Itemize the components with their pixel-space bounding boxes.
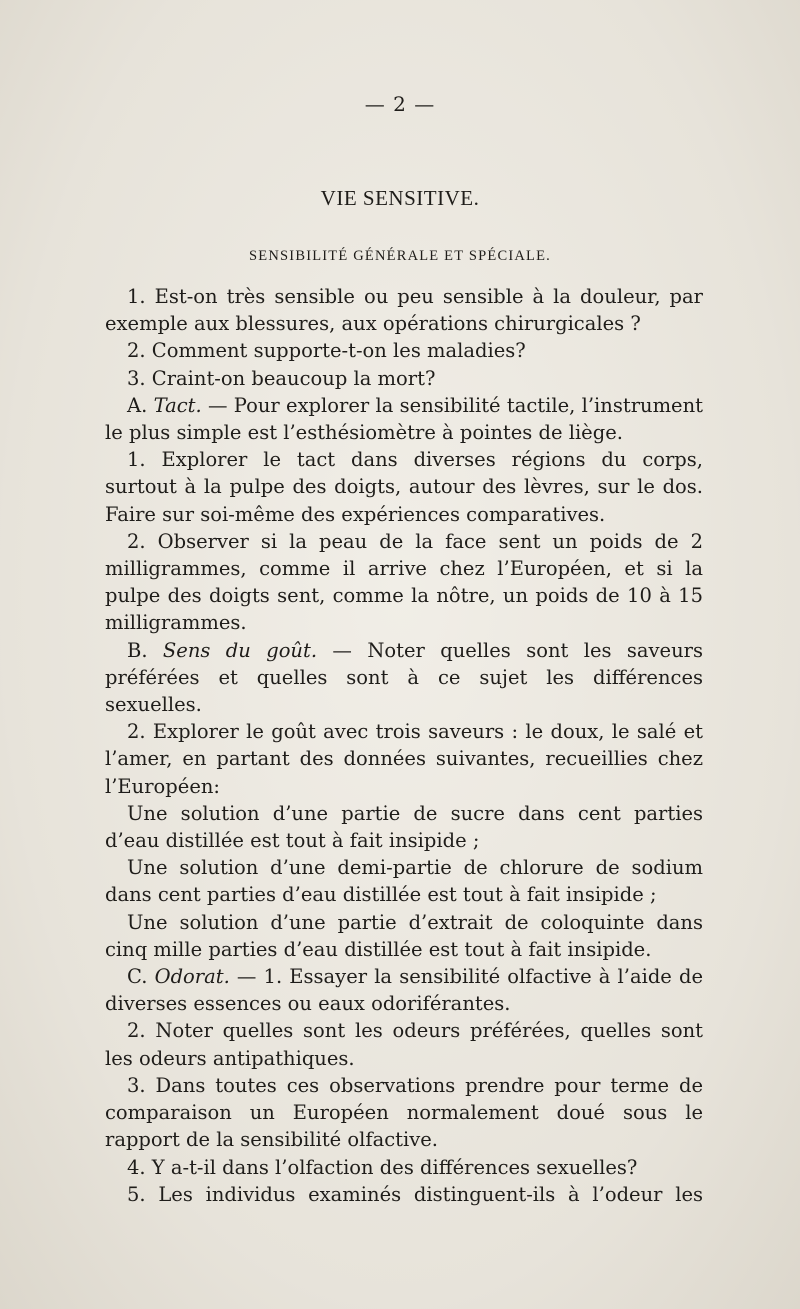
paragraph-odorat-3: 3. Dans toutes ces observations prendre pour terme de comparaison un Européen normalement doué sous le rapport de la sensibilité olfactive. [105, 1073, 703, 1152]
paragraph-odorat [105, 963, 703, 1017]
heading-tact: Tact. [153, 393, 202, 417]
paragraph-chlorure: Une solution d’une demi-partie de chlorure de sodium dans cent parties d’eau distillée est tout à fait insipide ; [105, 856, 703, 907]
heading-odorat: Odorat. [154, 965, 230, 989]
paragraph-gout-text: — Noter quelles sont les saveurs préférées et quelles sont à ce sujet les différences sexuelles. [105, 638, 703, 717]
paragraph-tact [105, 392, 703, 446]
page-number: — 2 — [364, 92, 436, 116]
paragraph-odorat-4: 4. Y a-t-il dans l’olfaction des différences sexuelles? [127, 1155, 638, 1179]
paragraph-tact-1: 1. Explorer le tact dans diverses régions du corps, surtout à la pulpe des doigts, autour des lèvres, sur le dos. Faire sur soi-même des expériences comparatives. [105, 448, 703, 526]
section-subtitle: SENSIBILITÉ GÉNÉRALE ET SPÉCIALE. [249, 248, 551, 264]
paragraph-tact-2: 2. Observer si la peau de la face sent un poids de 2 milligrammes, comme il arrive chez l’Européen, et si la pulpe des doigts sent, comme la nôtre, un poids de 10 à 15 milligrammes. [105, 529, 703, 635]
section-label-b: B. [127, 638, 163, 662]
paragraph-gout [105, 637, 703, 719]
paragraph-odorat-2: 2. Noter quelles sont les odeurs préférées, quelles sont les odeurs antipathiques. [105, 1019, 703, 1070]
section-label-a: A. [127, 393, 154, 417]
paragraph-q1: 1. Est-on très sensible ou peu sensible à la douleur, par exemple aux blessures, aux opérations chirurgicales ? [105, 285, 703, 336]
paragraph-q2: 2. Comment supporte-t-on les maladies? [127, 339, 526, 363]
paragraph-q3: 3. Craint-on beaucoup la mort? [127, 366, 436, 390]
paragraph-odorat-5: 5. Les individus examinés distinguent-ils à l’odeur les [127, 1182, 703, 1206]
paragraph-sucre: Une solution d’une partie de sucre dans cent parties d’eau distillée est tout à fait insipide ; [105, 801, 703, 853]
paragraph-tact-text: — Pour explorer la sensibilité tactile, l’instrument le plus simple est l’esthésiomètre à pointes de liège. [105, 393, 703, 445]
heading-gout: Sens du goût. [162, 638, 318, 662]
section-label-c: C. [127, 965, 155, 989]
paragraph-gout-2: 2. Explorer le goût avec trois saveurs : le doux, le salé et l’amer, en partant des données suivantes, recueillies chez l’Européen: [105, 720, 703, 798]
section-title: VIE SENSITIVE. [320, 186, 480, 210]
paragraph-coloquinte: Une solution d’une partie d’extrait de coloquinte dans cinq mille parties d’eau distillée est tout à fait insipide. [105, 910, 703, 961]
body-text [105, 283, 703, 1208]
paragraph-odorat-text: — 1. Essayer la sensibilité olfactive à l’aide de diverses essences ou eaux odoriférantes. [105, 965, 704, 1016]
